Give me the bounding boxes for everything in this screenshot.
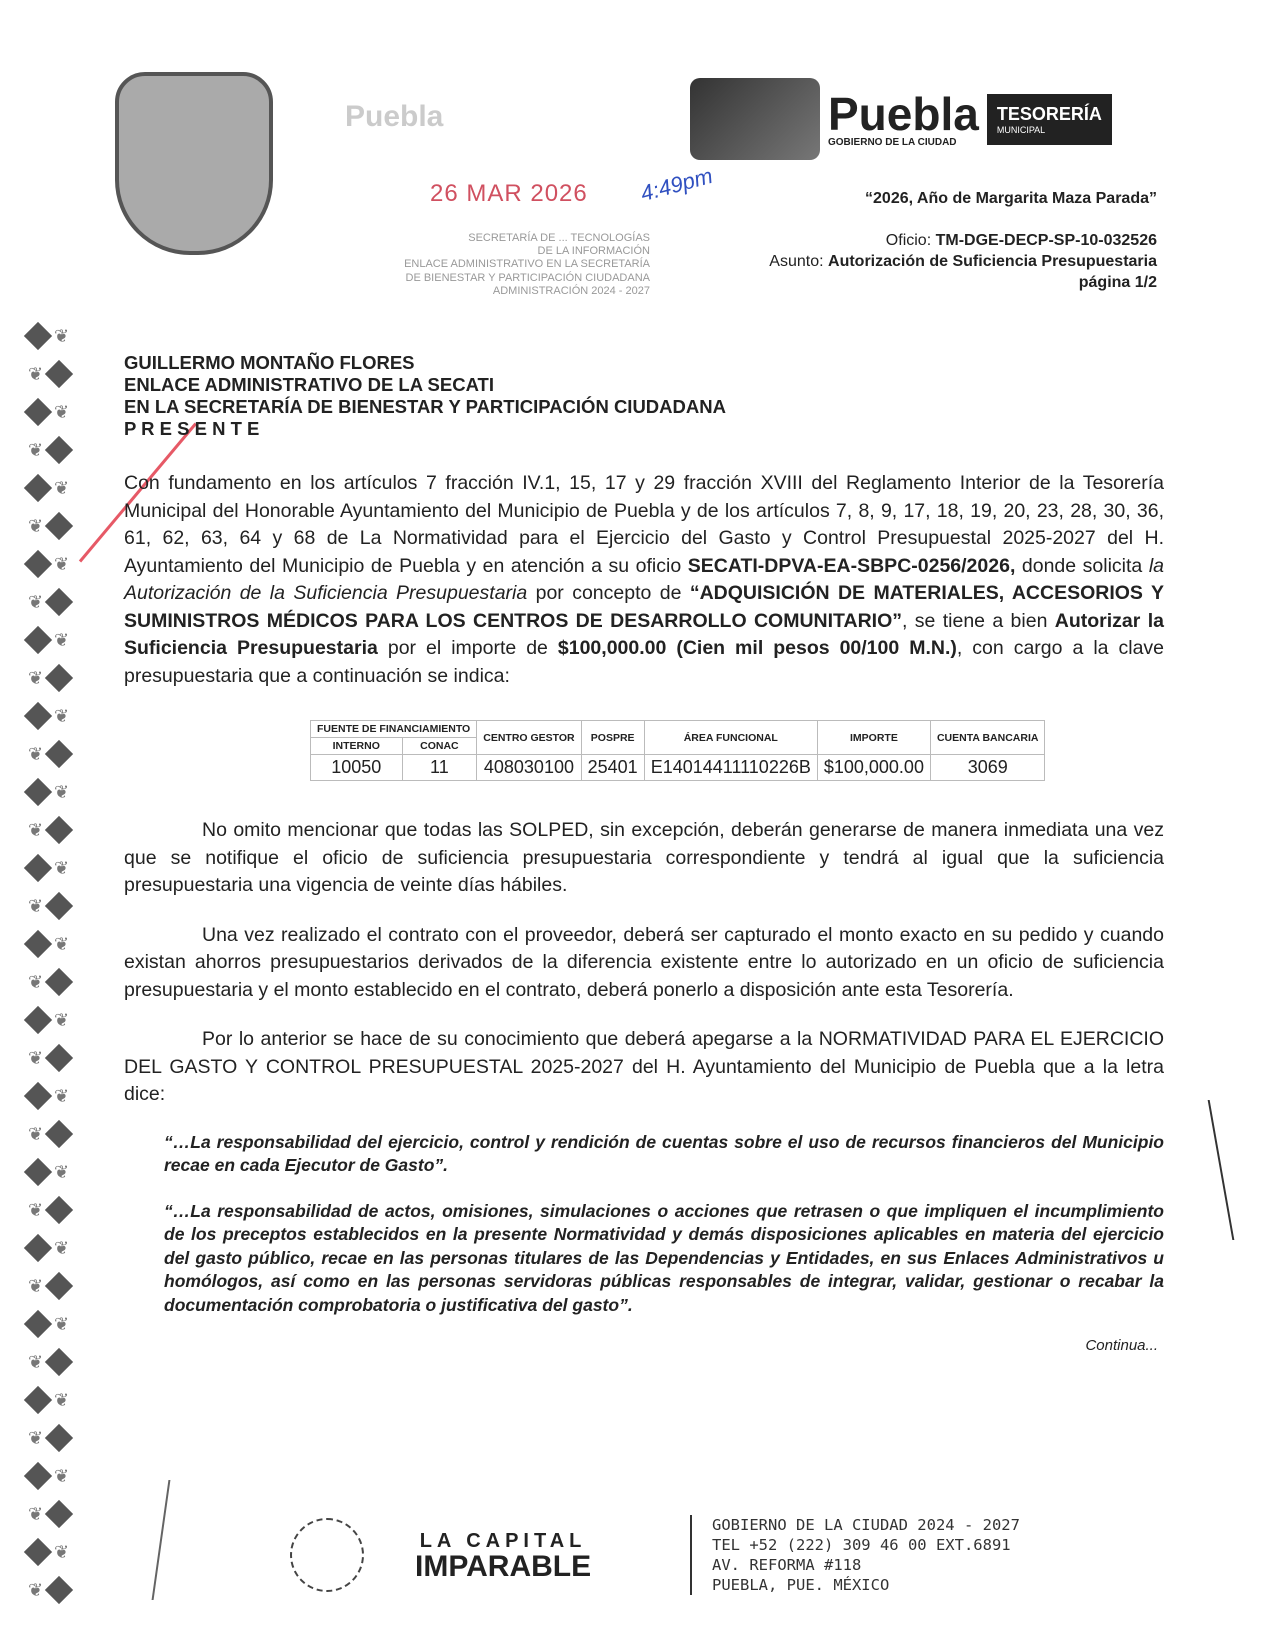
la-capital-imparable-logo xyxy=(415,1530,591,1581)
paragraph-4: Por lo anterior se hace de su conocimiento que deberá apegarse a la NORMATIVIDAD PARA EL EJERCICIO DEL GASTO Y CONTROL PRESUPUESTAL 2025-2027 del H. Ayuntamiento del Municipio de Puebla que a la letra dice: xyxy=(124,1028,1164,1105)
th-cuenta: CUENTA BANCARIA xyxy=(930,721,1045,755)
equality-seal-icon xyxy=(290,1518,364,1592)
addressee-role: ENLACE ADMINISTRATIVO DE LA SECATI xyxy=(124,374,494,395)
diamond-icon xyxy=(45,664,73,692)
deco-row xyxy=(28,1308,88,1340)
logo-word: Puebla xyxy=(828,87,979,140)
cell-interno: 10050 xyxy=(311,755,403,781)
table-row xyxy=(311,755,1045,781)
deco-row xyxy=(28,1498,88,1530)
logo-sub: GOBIERNO DE LA CIUDAD xyxy=(828,136,957,148)
diamond-icon xyxy=(45,1272,73,1300)
deco-row xyxy=(28,472,88,504)
diamond-icon xyxy=(24,1386,52,1414)
th-interno: INTERNO xyxy=(311,738,403,755)
leaf-icon: ❦ xyxy=(54,705,70,726)
diamond-icon xyxy=(45,968,73,996)
leaf-icon: ❦ xyxy=(54,1313,70,1334)
asunto-value: Autorización de Suficiencia Presupuestaria xyxy=(828,253,1157,270)
diamond-icon xyxy=(24,474,52,502)
text: , se tiene a bien xyxy=(902,609,1055,632)
leaf-icon: ❦ xyxy=(28,363,44,384)
diamond-icon xyxy=(45,1576,73,1604)
diamond-icon xyxy=(24,1082,52,1110)
th-area: ÁREA FUNCIONAL xyxy=(644,721,817,755)
capital-l2: IMPARABLE xyxy=(415,1550,592,1583)
deco-row xyxy=(28,814,88,846)
leaf-icon: ❦ xyxy=(54,1465,70,1486)
letter-body xyxy=(124,352,1164,1354)
addressee-dept: EN LA SECRETARÍA DE BIENESTAR Y PARTICIPACIÓN CIUDADANA xyxy=(124,396,726,417)
oficio-number: TM-DGE-DECP-SP-10-032526 xyxy=(935,232,1157,249)
deco-row xyxy=(28,966,88,998)
footer-line: PUEBLA, PUE. MÉXICO xyxy=(712,1576,890,1594)
diamond-icon xyxy=(24,1234,52,1262)
puebla-logo xyxy=(690,78,1112,160)
diamond-icon xyxy=(24,1538,52,1566)
asunto-label: Asunto: xyxy=(769,253,824,270)
diamond-icon xyxy=(45,436,73,464)
stamp-line: DE BIENESTAR Y PARTICIPACIÓN CIUDADANA xyxy=(405,271,650,284)
page-number: página 1/2 xyxy=(1078,274,1157,291)
cell-area: E14014411110226B xyxy=(644,755,817,781)
cell-importe: $100,000.00 xyxy=(817,755,930,781)
text: por concepto de xyxy=(527,582,690,604)
deco-row xyxy=(28,1422,88,1454)
deco-row xyxy=(28,1384,88,1416)
leaf-icon: ❦ xyxy=(28,819,44,840)
deco-row xyxy=(28,1270,88,1302)
stamp-line: SECRETARÍA DE ... TECNOLOGÍAS xyxy=(468,232,650,244)
cell-pospre: 25401 xyxy=(581,755,644,781)
leaf-icon: ❦ xyxy=(28,1123,44,1144)
diamond-icon xyxy=(24,854,52,882)
leaf-icon: ❦ xyxy=(28,1351,44,1372)
stamp-line: ADMINISTRACIÓN 2024 - 2027 xyxy=(492,284,650,297)
leaf-icon: ❦ xyxy=(28,1579,44,1600)
oficio-label: Oficio: xyxy=(885,232,932,249)
diamond-icon xyxy=(45,740,73,768)
capital-l1: LA CAPITAL xyxy=(419,1530,587,1552)
th-centro: CENTRO GESTOR xyxy=(477,721,581,755)
addressee xyxy=(124,352,1164,440)
diamond-icon xyxy=(45,1044,73,1072)
deco-row xyxy=(28,1156,88,1188)
diamond-icon xyxy=(45,1196,73,1224)
deco-row xyxy=(28,434,88,466)
leaf-icon: ❦ xyxy=(54,933,70,954)
leaf-icon: ❦ xyxy=(28,1427,44,1448)
footer-line: GOBIERNO DE LA CIUDAD 2024 - 2027 xyxy=(712,1516,1020,1534)
leaf-icon: ❦ xyxy=(54,1009,70,1030)
diamond-icon xyxy=(24,322,52,350)
presente: P R E S E N T E xyxy=(124,418,260,439)
leaf-icon: ❦ xyxy=(28,515,44,536)
leaf-icon: ❦ xyxy=(54,325,70,346)
addressee-name: GUILLERMO MONTAÑO FLORES xyxy=(124,352,415,373)
diamond-icon xyxy=(45,1424,73,1452)
cell-centro: 408030100 xyxy=(477,755,581,781)
leaf-icon: ❦ xyxy=(54,1541,70,1562)
leaf-icon: ❦ xyxy=(54,1161,70,1182)
leaf-icon: ❦ xyxy=(54,553,70,574)
leaf-icon: ❦ xyxy=(28,591,44,612)
th-importe: IMPORTE xyxy=(817,721,930,755)
leaf-icon: ❦ xyxy=(54,781,70,802)
deco-row xyxy=(28,586,88,618)
deco-row xyxy=(28,1574,88,1606)
amount: $100,000.00 (Cien mil pesos 00/100 M.N.) xyxy=(557,637,957,659)
leaf-icon: ❦ xyxy=(28,439,44,460)
deco-row xyxy=(28,1118,88,1150)
text: donde solicita xyxy=(1015,554,1149,577)
deco-row xyxy=(28,1536,88,1568)
decorative-border xyxy=(28,320,88,1640)
deco-row xyxy=(28,396,88,428)
deco-row xyxy=(28,738,88,770)
faded-puebla-logo: Puebla xyxy=(345,100,444,133)
tesoreria-label: TESORERÍA xyxy=(996,103,1102,124)
diamond-icon xyxy=(45,892,73,920)
deco-row xyxy=(28,662,88,694)
year-motto: “2026, Año de Margarita Maza Parada” xyxy=(865,190,1157,207)
deco-row xyxy=(28,1232,88,1264)
diamond-icon xyxy=(45,1500,73,1528)
cell-conac: 11 xyxy=(402,755,477,781)
text: por el importe de xyxy=(377,637,558,659)
diamond-icon xyxy=(24,1158,52,1186)
oficio-ref: SECATI-DPVA-EA-SBPC-0256/2026, xyxy=(687,554,1016,577)
diamond-icon xyxy=(24,550,52,578)
diamond-icon xyxy=(24,398,52,426)
diamond-icon xyxy=(24,626,52,654)
leaf-icon: ❦ xyxy=(54,1389,70,1410)
budget-table xyxy=(310,720,1164,781)
signature-initials xyxy=(152,1480,271,1600)
concept: “ADQUISICIÓN DE MATERIALES, ACCESORIOS Y SUMINISTROS MÉDICOS PARA LOS CENTROS DE DESARROLLO COMUNITARIO” xyxy=(124,582,1164,632)
text: la Autorización de la Suficiencia Presupuestaria xyxy=(124,554,1164,604)
diamond-icon xyxy=(24,1006,52,1034)
deco-row xyxy=(28,700,88,732)
leaf-icon: ❦ xyxy=(28,1275,44,1296)
th-conac: CONAC xyxy=(402,738,477,755)
diamond-icon xyxy=(45,1120,73,1148)
leaf-icon: ❦ xyxy=(28,1199,44,1220)
received-stamp xyxy=(350,232,650,298)
diamond-icon xyxy=(45,816,73,844)
deco-row xyxy=(28,1080,88,1112)
stamp-line: DE LA INFORMACIÓN xyxy=(537,245,650,258)
diamond-icon xyxy=(45,588,73,616)
leaf-icon: ❦ xyxy=(28,1047,44,1068)
leaf-icon: ❦ xyxy=(28,971,44,992)
leaf-icon: ❦ xyxy=(54,1237,70,1258)
municipal-seal-logo xyxy=(115,72,273,255)
diamond-icon xyxy=(24,702,52,730)
text: Autorizar la Suficiencia Presupuestaria xyxy=(124,609,1164,659)
text: Con fundamento en los artículos 7 fracción IV.1, 15, 17 y 29 fracción XVIII del Reglamento Interior de la Tesorería Municipal del Honorable Ayuntamiento del Municipio de Puebla y de los artículos 7, 8, 9, 17, 18, 19, 20, 23, 28, 30, 36, 61, 62, 63, 64 y 68 de La Normatividad para el Ejercicio del Gasto y Control Presupuestal 2025-2027 del H. Ayuntamiento del Municipio de Puebla y en atención a su oficio xyxy=(124,472,1164,577)
oficio-block xyxy=(769,230,1157,293)
leaf-icon: ❦ xyxy=(28,667,44,688)
deco-row xyxy=(28,1346,88,1378)
received-stamp-date: 26 MAR 2026 xyxy=(430,180,588,207)
deco-row xyxy=(28,776,88,808)
deco-row xyxy=(28,890,88,922)
paragraph-2: No omito mencionar que todas las SOLPED, sin excepción, deberán generarse de manera inmediata una vez que se notifique el oficio de suficiencia presupuestaria correspondiente y tendrá al igual que la suficiencia presupuestaria una vigencia de veinte días hábiles. xyxy=(124,819,1164,896)
leaf-icon: ❦ xyxy=(28,895,44,916)
footer-line: AV. REFORMA #118 xyxy=(712,1556,862,1574)
deco-row xyxy=(28,624,88,656)
th-pospre: POSPRE xyxy=(581,721,644,755)
deco-row xyxy=(28,1194,88,1226)
footer-address xyxy=(690,1515,1020,1595)
diamond-icon xyxy=(45,1348,73,1376)
leaf-icon: ❦ xyxy=(54,629,70,650)
deco-row xyxy=(28,548,88,580)
paragraph-1 xyxy=(124,470,1164,690)
deco-row xyxy=(28,1004,88,1036)
diamond-icon xyxy=(45,360,73,388)
footer-line: TEL +52 (222) 309 46 00 EXT.6891 xyxy=(712,1536,1011,1554)
handwritten-time: 4:49pm xyxy=(637,162,716,207)
leaf-icon: ❦ xyxy=(28,743,44,764)
text: , con cargo a la clave presupuestaria que a continuación se indica: xyxy=(124,637,1165,687)
deco-row xyxy=(28,852,88,884)
th-fuente: FUENTE DE FINANCIAMIENTO xyxy=(311,721,477,738)
logo-art-icon xyxy=(690,78,820,160)
leaf-icon: ❦ xyxy=(54,477,70,498)
leaf-icon: ❦ xyxy=(54,1085,70,1106)
deco-row xyxy=(28,320,88,352)
signature-mark xyxy=(1178,1100,1235,1240)
diamond-icon xyxy=(45,512,73,540)
quote-2: “…La responsabilidad de actos, omisiones, simulaciones o acciones que retrasen o que impliquen el incumplimiento de los preceptos establecidos en la presente Normatividad y demás disposiciones aplicables en materia del ejercicio del gasto público, recae en las personas titulares de las Dependencias y Entidades, en sus Enlaces Administrativos u homólogos, así como en las personas servidoras públicas responsables de integrar, validar, gestionar o recabar la documentación comprobatoria o justificativa del gasto”. xyxy=(164,1200,1164,1315)
diamond-icon xyxy=(24,1462,52,1490)
leaf-icon: ❦ xyxy=(28,1503,44,1524)
leaf-icon: ❦ xyxy=(54,401,70,422)
diamond-icon xyxy=(24,1310,52,1338)
deco-row xyxy=(28,510,88,542)
paragraph-3: Una vez realizado el contrato con el proveedor, deberá ser capturado el monto exacto en su pedido y cuando existan ahorros presupuestarios derivados de la diferencia existente entre lo autorizado en un oficio de suficiencia presupuestaria y el monto establecido en el contrato, deberá ponerlo a disposición ante esta Tesorería. xyxy=(124,923,1164,1001)
tesoreria-sub: MUNICIPAL xyxy=(996,124,1046,135)
tesoreria-badge xyxy=(987,94,1112,145)
deco-row xyxy=(28,358,88,390)
deco-row xyxy=(28,928,88,960)
diamond-icon xyxy=(24,778,52,806)
stamp-line: ENLACE ADMINISTRATIVO EN LA SECRETARÍA xyxy=(404,258,650,271)
quote-1: “…La responsabilidad del ejercicio, control y rendición de cuentas sobre el uso de recursos financieros del Municipio recae en cada Ejecutor de Gasto”. xyxy=(164,1131,1164,1175)
continua-label: Continua... xyxy=(1085,1337,1158,1354)
leaf-icon: ❦ xyxy=(54,857,70,878)
diamond-icon xyxy=(24,930,52,958)
deco-row xyxy=(28,1460,88,1492)
deco-row xyxy=(28,1042,88,1074)
cell-cuenta: 3069 xyxy=(930,755,1045,781)
